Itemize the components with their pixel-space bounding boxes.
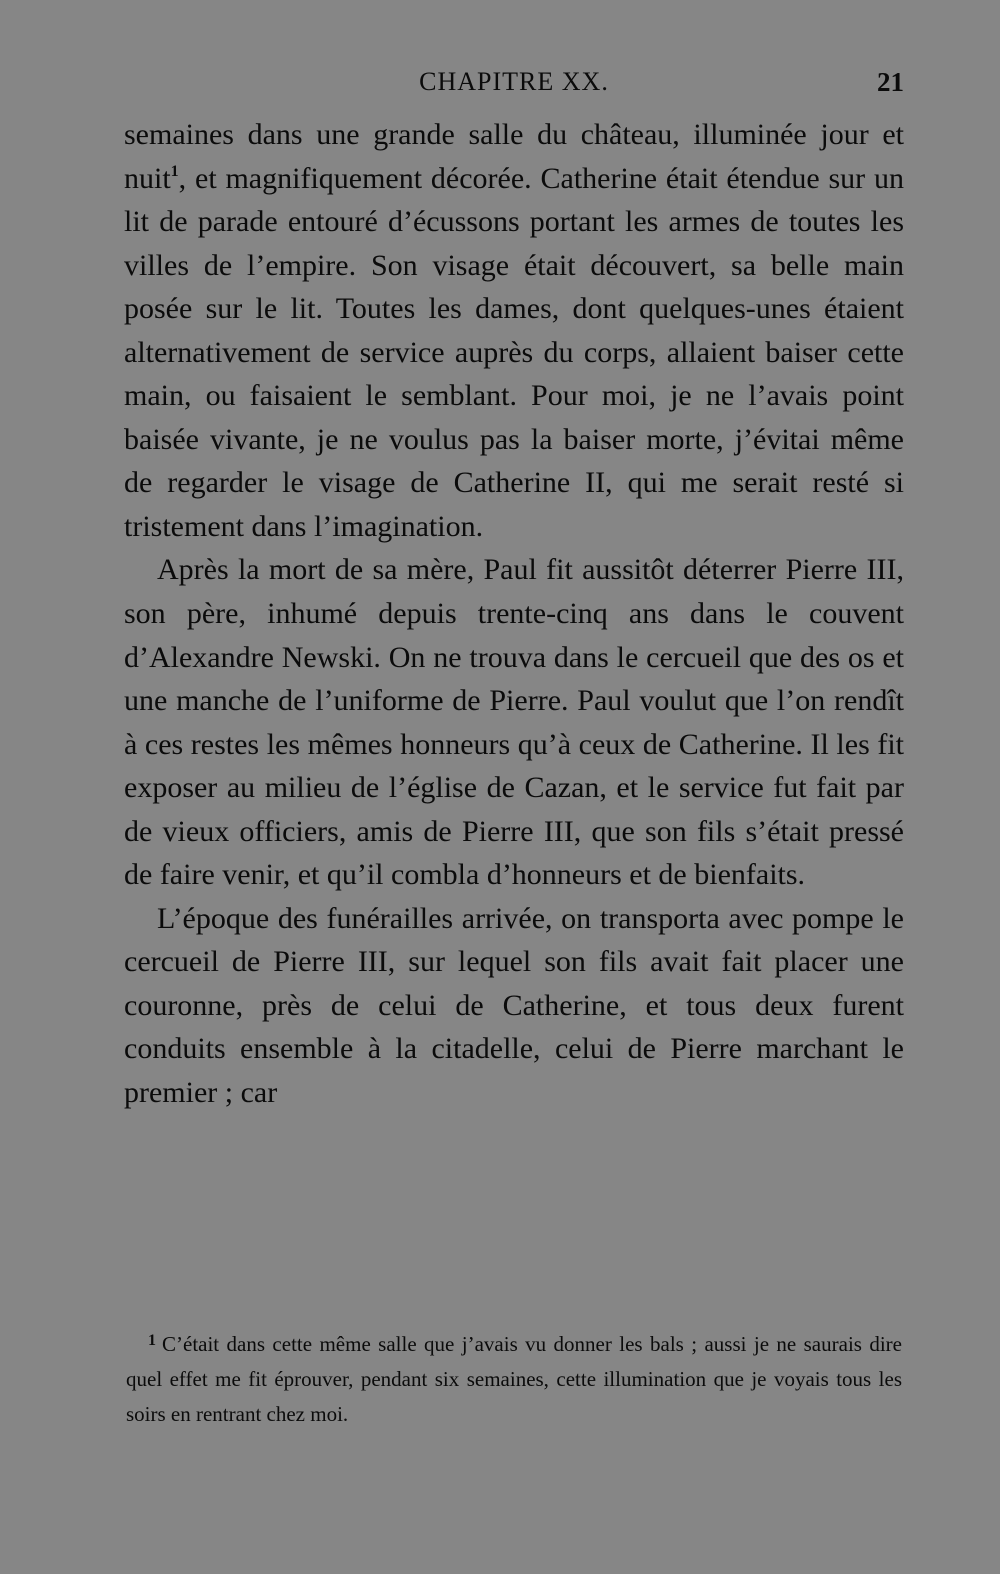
paragraph-1 [124,113,904,548]
running-head [124,62,904,102]
paragraph-1-text-a: semaines dans une grande salle du château, illuminée jour et nuit [124,118,904,195]
paragraph-1-text-b: , et magnifiquement décorée. Catherine était étendue sur un lit de parade entouré d’écussons portant les armes de toutes les villes de l’empire. Son visage était découvert, sa belle main posée sur le lit. Toutes les dames, dont quelques-unes étaient alternativement de service auprès du corps, allaient baiser cette main, ou faisaient le semblant. Pour moi, je ne l’avais point baisée vivante, je ne voulus pas la baiser morte, j’évitai même de regarder le visage de Catherine II, qui me serait resté si tristement dans l’imagination. [124,161,904,543]
footnote-mark: 1 [148,1332,156,1349]
paragraph-2: Après la mort de sa mère, Paul fit aussitôt déterrer Pierre III, son père, inhumé depuis trente-cinq ans dans le couvent d’Alexandre Newski. On ne trouva dans le cercueil que des os et une manche de l’uniforme de Pierre. Paul voulut que l’on rendît à ces restes les mêmes honneurs qu’à ceux de Catherine. Il les fit exposer au milieu de l’église de Cazan, et le service fut fait par de vieux officiers, amis de Pierre III, que son fils s’était pressé de faire venir, et qu’il combla d’honneurs et de bienfaits. [124,553,904,892]
footnote-text: C’était dans cette même salle que j’avais vu donner les bals ; aussi je ne saurais dire quel effet me fit éprouver, pendant six semaines, cette illumination que je voyais tous les soirs en rentrant chez moi. [126,1332,902,1426]
chapter-title: CHAPITRE XX. [419,67,609,96]
paragraph-3: L’époque des funérailles arrivée, on transporta avec pompe le cercueil de Pierre III, sur lequel son fils avait fait placer une couronne, près de celui de Catherine, et tous deux furent conduits ensemble à la citadelle, celui de Pierre marchant le premier ; car [124,901,904,1110]
page-number: 21 [877,67,904,97]
footnote-reference: 1 [170,162,179,180]
body-text [124,113,904,1115]
footnote [126,1323,902,1432]
